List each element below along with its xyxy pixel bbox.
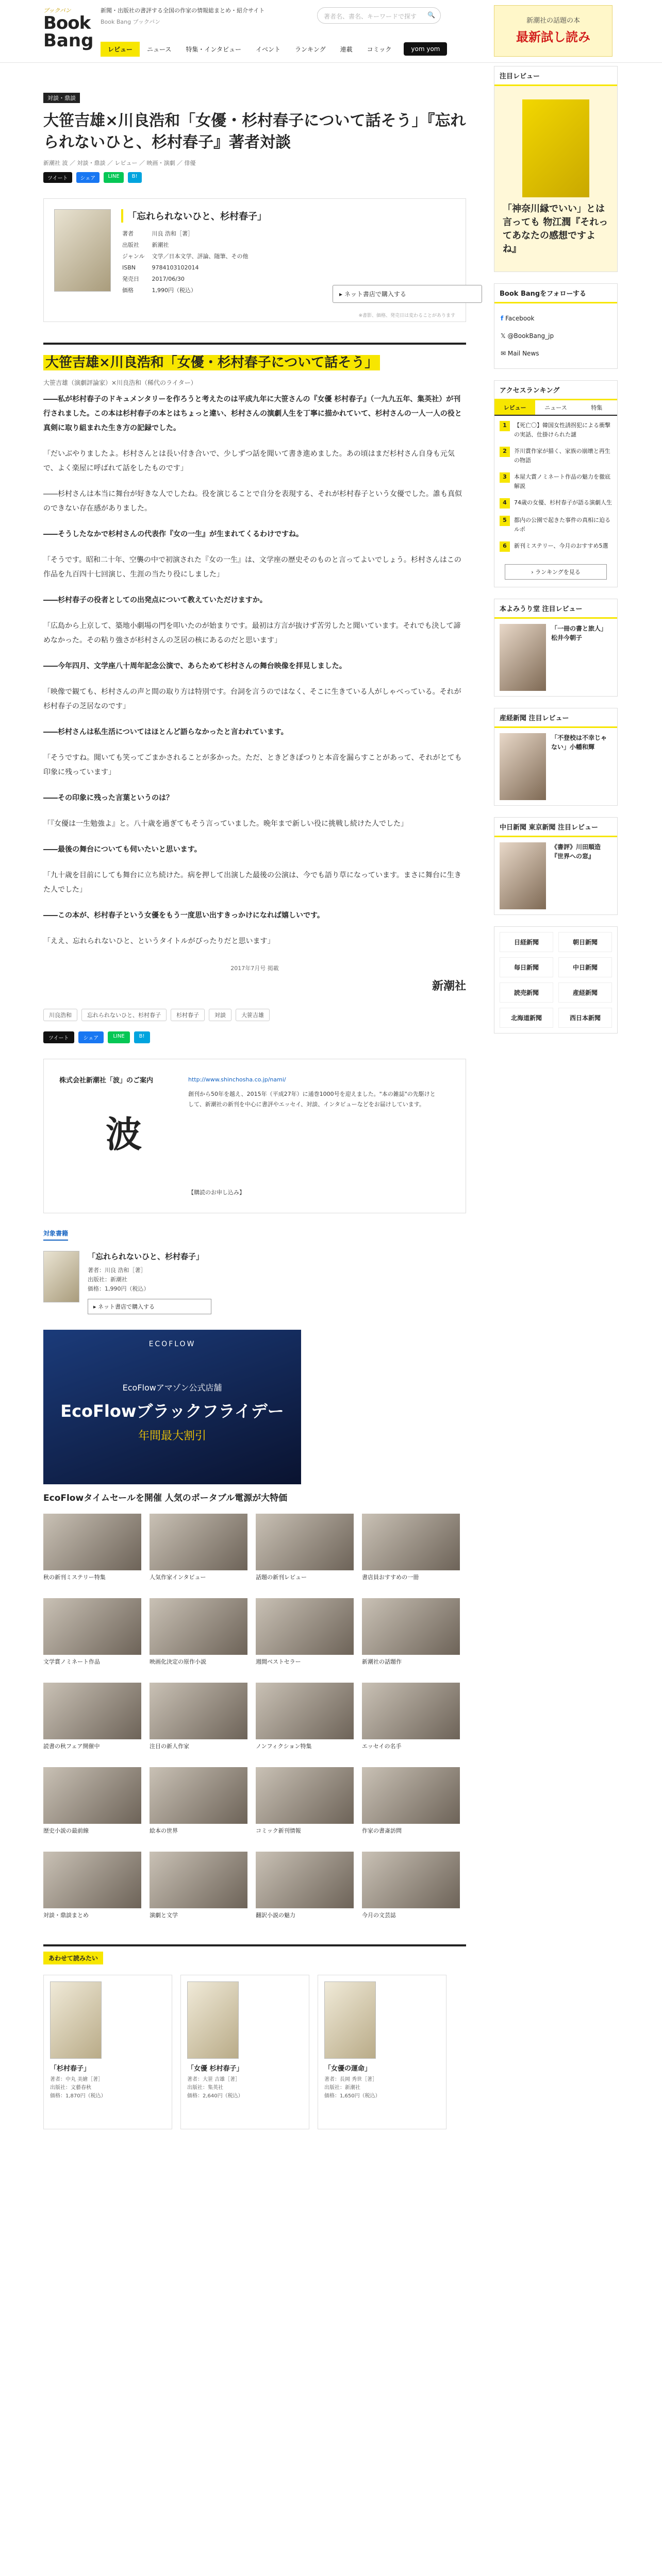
- ranking-list: [494, 416, 617, 564]
- sidebar-review-box: [494, 66, 618, 272]
- newspaper-logo[interactable]: 中日新聞: [558, 957, 612, 977]
- mailnews-link[interactable]: [501, 345, 611, 362]
- recommend-card[interactable]: [43, 1683, 141, 1760]
- publisher-description: [188, 1075, 436, 1110]
- ad-caption[interactable]: EcoFlowタイムセールを開催 人気のポータブル電源が大特価: [43, 1493, 288, 1503]
- related-book-card[interactable]: [43, 1975, 172, 2129]
- publisher-info-box: [43, 1059, 466, 1213]
- site-header: [0, 0, 662, 63]
- ranking-tabs: [494, 400, 617, 416]
- sidebar-mini-review: [494, 817, 618, 915]
- recommend-thumbnail: [362, 1767, 460, 1824]
- ranking-item[interactable]: [500, 541, 612, 552]
- site-logo[interactable]: [43, 6, 94, 58]
- recommend-thumbnail: [150, 1852, 247, 1908]
- rank-title: 芥川賞作家が描く、家族の崩壊と再生の物語: [514, 448, 610, 464]
- article-main: [43, 66, 466, 2129]
- book-info-row: [122, 229, 255, 239]
- related-book-cover: [187, 1981, 239, 2059]
- mini-review-title: 《書評》川田順造『世界への窓』: [551, 843, 601, 860]
- related-book-card[interactable]: [180, 1975, 309, 2129]
- book-note: ※書影、価格、発売日は変わることがあります: [358, 313, 455, 318]
- tag[interactable]: 杉村春子: [171, 1009, 205, 1021]
- ad-line1: EcoFlowアマゾン公式店舗: [122, 1383, 222, 1393]
- book-info-table: [121, 228, 256, 297]
- twitter-link[interactable]: [501, 327, 611, 345]
- target-book: [43, 1251, 466, 1314]
- section-subtitle: 大笹吉雄（演劇評論家）×川良浩和（稀代のライター）: [43, 379, 197, 386]
- rank-title: 本屋大賞ノミネート作品の魅力を徹底解説: [514, 473, 610, 489]
- recommend-card[interactable]: [256, 1767, 354, 1844]
- newspaper-logo[interactable]: 北海道新聞: [500, 1008, 553, 1028]
- share-buttons: [43, 172, 466, 183]
- follow-box: [494, 283, 618, 369]
- article-body: [43, 392, 466, 948]
- article-paragraph: 「そうですね。聞いても笑ってごまかされることが多かった。ただ、ときどきぽつりと本音を漏らすことがあって、それがとても印象に残っています」: [43, 754, 462, 776]
- article-title: 大笹吉雄×川良浩和「女優・杉村春子について話そう」『忘れられないひと、杉村春子』著者対談: [43, 112, 466, 151]
- recommend-card[interactable]: [256, 1683, 354, 1760]
- ecoflow-ad[interactable]: [43, 1330, 301, 1484]
- facebook-label: Facebook: [505, 315, 535, 322]
- sidebar: [494, 66, 618, 1045]
- related-book-title: 「杉村春子」: [50, 2065, 91, 2073]
- recommend-thumbnail: [256, 1767, 354, 1824]
- tag[interactable]: 忘れられないひと、杉村春子: [81, 1009, 167, 1021]
- recommend-title: エッセイの名手: [362, 1743, 402, 1750]
- publication-date: 2017年7月号 掲載: [230, 965, 279, 972]
- book-info-value: 1,990円（税込）: [152, 287, 197, 294]
- mini-review-row[interactable]: [494, 619, 617, 696]
- book-info-key: 価格: [122, 287, 134, 294]
- sidebar-mini-review: [494, 708, 618, 806]
- book-info-value: 新潮社: [152, 242, 169, 248]
- ranking-item[interactable]: [500, 421, 612, 439]
- recommend-thumbnail: [362, 1598, 460, 1655]
- recommend-thumbnail: [43, 1767, 141, 1824]
- book-info-key: 出版社: [122, 242, 139, 248]
- mini-review-row[interactable]: [494, 728, 617, 805]
- recommend-card[interactable]: [150, 1514, 247, 1591]
- mini-review-cover: [500, 842, 546, 909]
- sidebar-review-cover: [522, 99, 589, 197]
- recommend-title: 絵本の世界: [150, 1827, 178, 1834]
- nav-ranking[interactable]: ランキング: [294, 45, 326, 53]
- book-info-value: 文学／日本文学、評論、随筆、その他: [152, 253, 249, 260]
- recommend-grid: [43, 1514, 466, 1929]
- target-book-info: 著者：川良 浩和［著］ 出版社：新潮社 価格：1,990円（税込）: [88, 1267, 150, 1292]
- rank-number: 6: [500, 541, 510, 552]
- recommend-card[interactable]: [256, 1598, 354, 1675]
- article-paragraph: 「ええ、忘れられないひと、というタイトルがぴったりだと思います」: [43, 937, 275, 945]
- recommend-thumbnail: [362, 1683, 460, 1739]
- book-info-row: [122, 251, 255, 262]
- facebook-icon: f: [501, 315, 504, 322]
- newspaper-logo[interactable]: 朝日新聞: [558, 932, 612, 952]
- nav-serial[interactable]: 連載: [340, 45, 353, 53]
- recommend-title: 週間ベストセラー: [256, 1658, 301, 1665]
- main-nav: [101, 41, 447, 57]
- top-ad-headline: 最新試し読み: [516, 30, 590, 44]
- related-heading: あわせて読みたい: [43, 1952, 103, 1964]
- more-ranking-label: ランキングを見る: [535, 569, 581, 575]
- nav-comic[interactable]: コミック: [367, 45, 392, 53]
- newspaper-logo[interactable]: 日経新聞: [500, 932, 553, 952]
- ranking-box: [494, 380, 618, 587]
- share-facebook-button[interactable]: シェア: [78, 1031, 104, 1043]
- recommend-thumbnail: [43, 1683, 141, 1739]
- sidebar-mini-review: [494, 599, 618, 697]
- recommend-thumbnail: [43, 1598, 141, 1655]
- twitter-label: @BookBang_jp: [507, 332, 554, 340]
- ad-line2: EcoFlowブラックフライデー: [60, 1401, 284, 1421]
- recommend-thumbnail: [256, 1852, 354, 1908]
- ranking-item[interactable]: [500, 447, 612, 465]
- mini-review-title: 「一冊の書と旅人」松井今朝子: [551, 625, 607, 641]
- nav-yomyom[interactable]: yom yom: [404, 42, 447, 56]
- ad-line3: 年間最大割引: [138, 1430, 206, 1443]
- recommend-thumbnail: [150, 1683, 247, 1739]
- article-paragraph: ――今年四月、文学座八十周年記念公演で、あらためて杉村さんの舞台映像を拝見しました。: [43, 662, 346, 670]
- section-title: [43, 343, 466, 378]
- book-cover[interactable]: [54, 209, 111, 292]
- recommend-thumbnail: [43, 1514, 141, 1570]
- book-info-row: [122, 285, 255, 296]
- rank-title: 74歳の女優、杉村春子が語る演劇人生: [514, 499, 612, 506]
- site-tagline: 新聞・出版社の書評する全国の作家の情報総まとめ・紹介サイト: [101, 7, 265, 14]
- target-book-label: 対象書籍: [43, 1229, 68, 1241]
- search-input[interactable]: [317, 7, 441, 24]
- share-buttons-bottom: [43, 1031, 466, 1043]
- sidebar-review-heading: 注目レビュー: [494, 66, 617, 86]
- article-paragraph: ――杉村さんは私生活についてはほとんど語らなかったと言われています。: [43, 728, 288, 736]
- recommend-title: 新潮社の話題作: [362, 1658, 402, 1665]
- recommend-thumbnail: [256, 1683, 354, 1739]
- recommend-title: 歴史小説の最前線: [43, 1827, 89, 1834]
- subscribe-link[interactable]: 【購読のお申し込み】: [188, 1189, 245, 1196]
- ranking-item[interactable]: [500, 516, 612, 534]
- target-book-title[interactable]: 「忘れられないひと、杉村春子」: [88, 1252, 204, 1261]
- recommend-card[interactable]: [362, 1767, 460, 1844]
- recommend-title: 演劇と文学: [150, 1912, 178, 1919]
- rank-title: 新刊ミステリー、今月のおすすめ5選: [514, 543, 608, 549]
- recommend-card[interactable]: [362, 1514, 460, 1591]
- follow-heading: Book Bangをフォローする: [494, 284, 617, 303]
- ranking-item[interactable]: [500, 498, 612, 509]
- article-paragraph: 「だいぶやりましたよ。杉村さんとは長い付き合いで、少しずつ話を聞いて書き進めました。あの頃はまだ杉村さん自身も元気で、よく楽屋に呼ばれて話をしたものです」: [43, 450, 455, 472]
- article-paragraph: ――そうしたなかで杉村さんの代表作『女の一生』が生まれてくるわけですね。: [43, 530, 303, 538]
- ranking-heading: アクセスランキング: [494, 381, 617, 400]
- book-info-row: [122, 240, 255, 250]
- newspaper-logo[interactable]: 毎日新聞: [500, 957, 553, 977]
- recommend-card[interactable]: [362, 1683, 460, 1760]
- recommend-card[interactable]: [150, 1852, 247, 1929]
- mail-icon: ✉: [501, 350, 506, 357]
- article-paragraph: 「九十歳を目前にしても舞台に立ち続けた。病を押して出演した最後の公演は、今でも語り草になっています。まさに舞台に生きた人でした」: [43, 871, 461, 894]
- recommend-card[interactable]: [150, 1598, 247, 1675]
- article-paragraph: 「映像で観ても、杉村さんの声と間の取り方は特別です。台詞を言うのではなく、そこに生きている人がしゃべっている。それが杉村春子の芝居なのです」: [43, 688, 461, 710]
- related-book-cover: [50, 1981, 102, 2059]
- logo-text-book: Book: [43, 13, 91, 33]
- sidebar-review-quote: 「神奈川縁でいい」とは言っても 物江潤『それってあなたの感想ですよね』: [503, 204, 608, 255]
- recommend-title: 書店員おすすめの一冊: [362, 1574, 419, 1581]
- related-list: [43, 1975, 466, 2129]
- tag[interactable]: 対談: [209, 1009, 231, 1021]
- rank-title: 都内の公園で起きた事件の真相に迫るルポ: [514, 517, 610, 533]
- mini-review-heading: 中日新聞 東京新聞 注目レビュー: [494, 818, 617, 837]
- buy-online-button[interactable]: ▸ ネット書店で購入する: [333, 285, 482, 303]
- recommend-thumbnail: [43, 1852, 141, 1908]
- nav-review[interactable]: レビュー: [101, 42, 140, 57]
- mini-review-cover: [500, 733, 546, 800]
- book-info-value: 9784103102014: [152, 264, 199, 271]
- article-paragraph: ――杉村春子の役者としての出発点について教えていただけますか。: [43, 596, 267, 604]
- tab-feature[interactable]: 特集: [591, 404, 603, 411]
- book-info-row: [122, 274, 255, 284]
- ad-brand: ECOFLOW: [148, 1340, 196, 1348]
- recommend-title: 今月の文芸誌: [362, 1912, 396, 1919]
- top-banner-ad[interactable]: [494, 5, 613, 57]
- logo-text-bang: Bang: [43, 30, 94, 51]
- publisher-name: 新潮社: [432, 979, 466, 993]
- nav-interview[interactable]: 特集・インタビュー: [186, 45, 241, 53]
- mini-review-row[interactable]: [494, 837, 617, 914]
- share-line-button[interactable]: LINE: [108, 1031, 129, 1043]
- sidebar-review-banner[interactable]: [494, 86, 617, 272]
- article-paragraph: 「そうです。昭和二十年、空襲の中で初演された『女の一生』は、文学座の歴史そのものと言ってよいでしょう。杉村さんはこの作品を九百四十七回演じ、生涯の当たり役にしました」: [43, 556, 461, 579]
- recommend-card[interactable]: [150, 1767, 247, 1844]
- logo-kana: ブックバン: [43, 7, 71, 14]
- recommend-title: 読書の秋フェア開催中: [43, 1743, 100, 1750]
- share-hatena-button[interactable]: B!: [128, 172, 142, 183]
- related-book-title: 「女優 杉村春子」: [187, 2065, 243, 2073]
- book-info-box: [43, 198, 466, 322]
- mini-review-heading: 産経新聞 注目レビュー: [494, 708, 617, 728]
- article-paragraph: ――最後の舞台についても伺いたいと思います。: [43, 845, 202, 854]
- tab-review[interactable]: レビュー: [494, 400, 535, 415]
- recommend-card[interactable]: [43, 1514, 141, 1591]
- recommend-thumbnail: [362, 1514, 460, 1570]
- publisher-url[interactable]: http://www.shinchosha.co.jp/nami/: [188, 1076, 286, 1083]
- site-subtagline: Book Bang ブックバン: [101, 19, 161, 25]
- mailnews-label: Mail News: [507, 350, 539, 357]
- article-meta: 新潮社 波 ／ 対談・鼎談 ／ レビュー ／ 映画・演劇 ／ 俳優: [43, 160, 196, 166]
- book-info-row: [122, 263, 255, 273]
- recommend-card[interactable]: [256, 1514, 354, 1591]
- share-line-button[interactable]: LINE: [104, 172, 123, 183]
- mini-review-heading: 本よみうり堂 注目レビュー: [494, 599, 617, 619]
- recommend-card[interactable]: [43, 1852, 141, 1929]
- book-title[interactable]: 「忘れられないひと、杉村春子」: [121, 209, 267, 223]
- rank-number: 4: [500, 498, 510, 509]
- buy-online-label: ネット書店で購入する: [344, 291, 406, 298]
- related-book-card[interactable]: [318, 1975, 446, 2129]
- book-info-key: 著者: [122, 230, 134, 237]
- recommend-title: 翻訳小説の魅力: [256, 1912, 295, 1919]
- recommend-thumbnail: [150, 1514, 247, 1570]
- tag[interactable]: 川良浩和: [43, 1009, 77, 1021]
- related-book-meta: 著者：大笹 吉雄［著］ 出版社：集英社 価格：2,640円（税込）: [187, 2077, 243, 2099]
- recommend-title: 話題の新刊レビュー: [256, 1574, 307, 1581]
- facebook-link[interactable]: [501, 310, 611, 327]
- publisher-text: 創刊から50年を越え、2015年（平成27年）に通巻1000号を迎えました。"本の雑誌"の先駆けとして、新潮社の新刊を中心に書評やエッセイ、対談、インタビューなどをお届けしています。: [188, 1091, 436, 1108]
- article-paragraph: ――杉村さんは本当に舞台が好きな人でしたね。役を演じることで自分を表現する、それが杉村春子という女優でした。誰も真似のできない存在感がありました。: [43, 490, 462, 513]
- related-books: [43, 1944, 466, 2129]
- nav-event[interactable]: イベント: [255, 45, 280, 53]
- recommend-title: 作家の書斎訪問: [362, 1827, 402, 1834]
- x-icon: 𝕏: [501, 332, 506, 340]
- target-book-cover[interactable]: [43, 1251, 79, 1302]
- book-info-key: ジャンル: [122, 253, 145, 260]
- recommend-title: コミック新刊情報: [256, 1827, 301, 1834]
- article-paragraph: ――この本が、杉村春子という女優をもう一度思い出すきっかけになれば嬉しいです。: [43, 911, 324, 920]
- section-title-text: 大笹吉雄×川良浩和「女優・杉村春子について話そう」: [43, 355, 380, 370]
- recommend-title: 映画化決定の原作小説: [150, 1658, 206, 1665]
- publisher-box-title: 株式会社新潮社「波」のご案内: [59, 1077, 154, 1084]
- rank-number: 2: [500, 447, 510, 457]
- tab-news[interactable]: ニュース: [544, 404, 567, 411]
- rank-number: 3: [500, 472, 510, 483]
- recommend-card[interactable]: [150, 1683, 247, 1760]
- rank-title: 【死亡〇】韓国女性誘拐犯による衝撃の実話、仕掛けられた謎: [514, 422, 610, 438]
- newspaper-logo[interactable]: 産経新聞: [558, 982, 612, 1003]
- book-info-key: ISBN: [122, 264, 136, 271]
- recommend-card[interactable]: [43, 1767, 141, 1844]
- recommend-title: 対談・鼎談まとめ: [43, 1912, 89, 1919]
- share-facebook-button[interactable]: シェア: [76, 172, 100, 183]
- article-paragraph: 「広島から上京して、築地小劇場の門を叩いたのが始まりです。最初は方言が抜けず苦労したと聞いています。それでも決して諦めなかった。その粘り強さが杉村さんの芝居の核にあるのだと思います」: [43, 622, 461, 645]
- recommend-card[interactable]: [362, 1852, 460, 1929]
- recommend-thumbnail: [150, 1598, 247, 1655]
- recommend-card[interactable]: [362, 1598, 460, 1675]
- related-book-title: 「女優の運命」: [324, 2065, 372, 2073]
- target-buy-label: ネット書店で購入する: [98, 1303, 155, 1310]
- rank-number: 1: [500, 421, 510, 431]
- recommend-title: 人気作家インタビュー: [150, 1574, 206, 1581]
- category-badge[interactable]: 対談・鼎談: [43, 93, 80, 103]
- related-book-meta: 著者：長岡 秀世［著］ 出版社：新潮社 価格：1,650円（税込）: [324, 2077, 380, 2099]
- book-info-value: 2017/06/30: [152, 276, 185, 282]
- recommend-thumbnail: [362, 1852, 460, 1908]
- related-book-meta: 著者：中丸 美繪［著］ 出版社：文藝春秋 価格：1,870円（税込）: [50, 2077, 106, 2099]
- share-twitter-button[interactable]: ツイート: [43, 1031, 74, 1043]
- target-buy-button[interactable]: ▸ ネット書店で購入する: [88, 1299, 211, 1314]
- breadcrumb: [43, 93, 466, 103]
- book-info-key: 発売日: [122, 276, 139, 282]
- rank-number: 5: [500, 516, 510, 526]
- nav-news[interactable]: ニュース: [147, 45, 172, 53]
- more-ranking-button[interactable]: › ランキングを見る: [505, 564, 607, 580]
- recommend-card[interactable]: [43, 1598, 141, 1675]
- ranking-item[interactable]: [500, 472, 612, 491]
- recommend-title: 文学賞ノミネート作品: [43, 1658, 100, 1665]
- newspaper-logos: [494, 926, 618, 1033]
- book-info-value: 川良 浩和［著］: [152, 230, 194, 237]
- tag-list: [43, 1009, 466, 1021]
- tag[interactable]: 大笹吉雄: [236, 1009, 270, 1021]
- recommend-title: ノンフィクション特集: [256, 1743, 312, 1750]
- related-book-cover: [324, 1981, 376, 2059]
- share-twitter-button[interactable]: ツイート: [43, 172, 72, 183]
- nami-logo: 波: [106, 1113, 142, 1156]
- article-paragraph: ――その印象に残った言葉というのは？: [43, 794, 173, 802]
- share-hatena-button[interactable]: B!: [134, 1031, 150, 1043]
- mini-review-cover: [500, 624, 546, 691]
- recommend-thumbnail: [150, 1767, 247, 1824]
- recommend-thumbnail: [256, 1598, 354, 1655]
- top-ad-label: 新潮社の話題の本: [526, 17, 580, 25]
- newspaper-logo[interactable]: 西日本新聞: [558, 1008, 612, 1028]
- search-placeholder: 著者名、書名、キーワードで探す: [324, 13, 417, 20]
- recommend-card[interactable]: [256, 1852, 354, 1929]
- recommend-title: 注目の新人作家: [150, 1743, 189, 1750]
- recommend-title: 秋の新刊ミステリー特集: [43, 1574, 106, 1581]
- search-icon[interactable]: 🔍: [427, 11, 435, 19]
- mini-review-title: 「不登校は不幸じゃない」小幡和輝: [551, 734, 607, 751]
- article-paragraph: 「『女優は一生勉強よ』と。八十歳を過ぎてもそう言っていました。晩年まで新しい役に挑戦し続けた人でした」: [43, 820, 408, 828]
- newspaper-logo[interactable]: 読売新聞: [500, 982, 553, 1003]
- recommend-thumbnail: [256, 1514, 354, 1570]
- article-paragraph: ――私が杉村春子のドキュメンタリーを作ろうと考えたのは平成九年に大笹さんの『女優 杉村春子』（一九九五年、集英社）が刊行されました。この本は杉村春子の本とはちょっと違い、杉村さんの演劇人生を丁寧に描かれていて、杉村さんの一人一人の役と真剣に取り組まれた生き方の記録でした。: [43, 395, 462, 432]
